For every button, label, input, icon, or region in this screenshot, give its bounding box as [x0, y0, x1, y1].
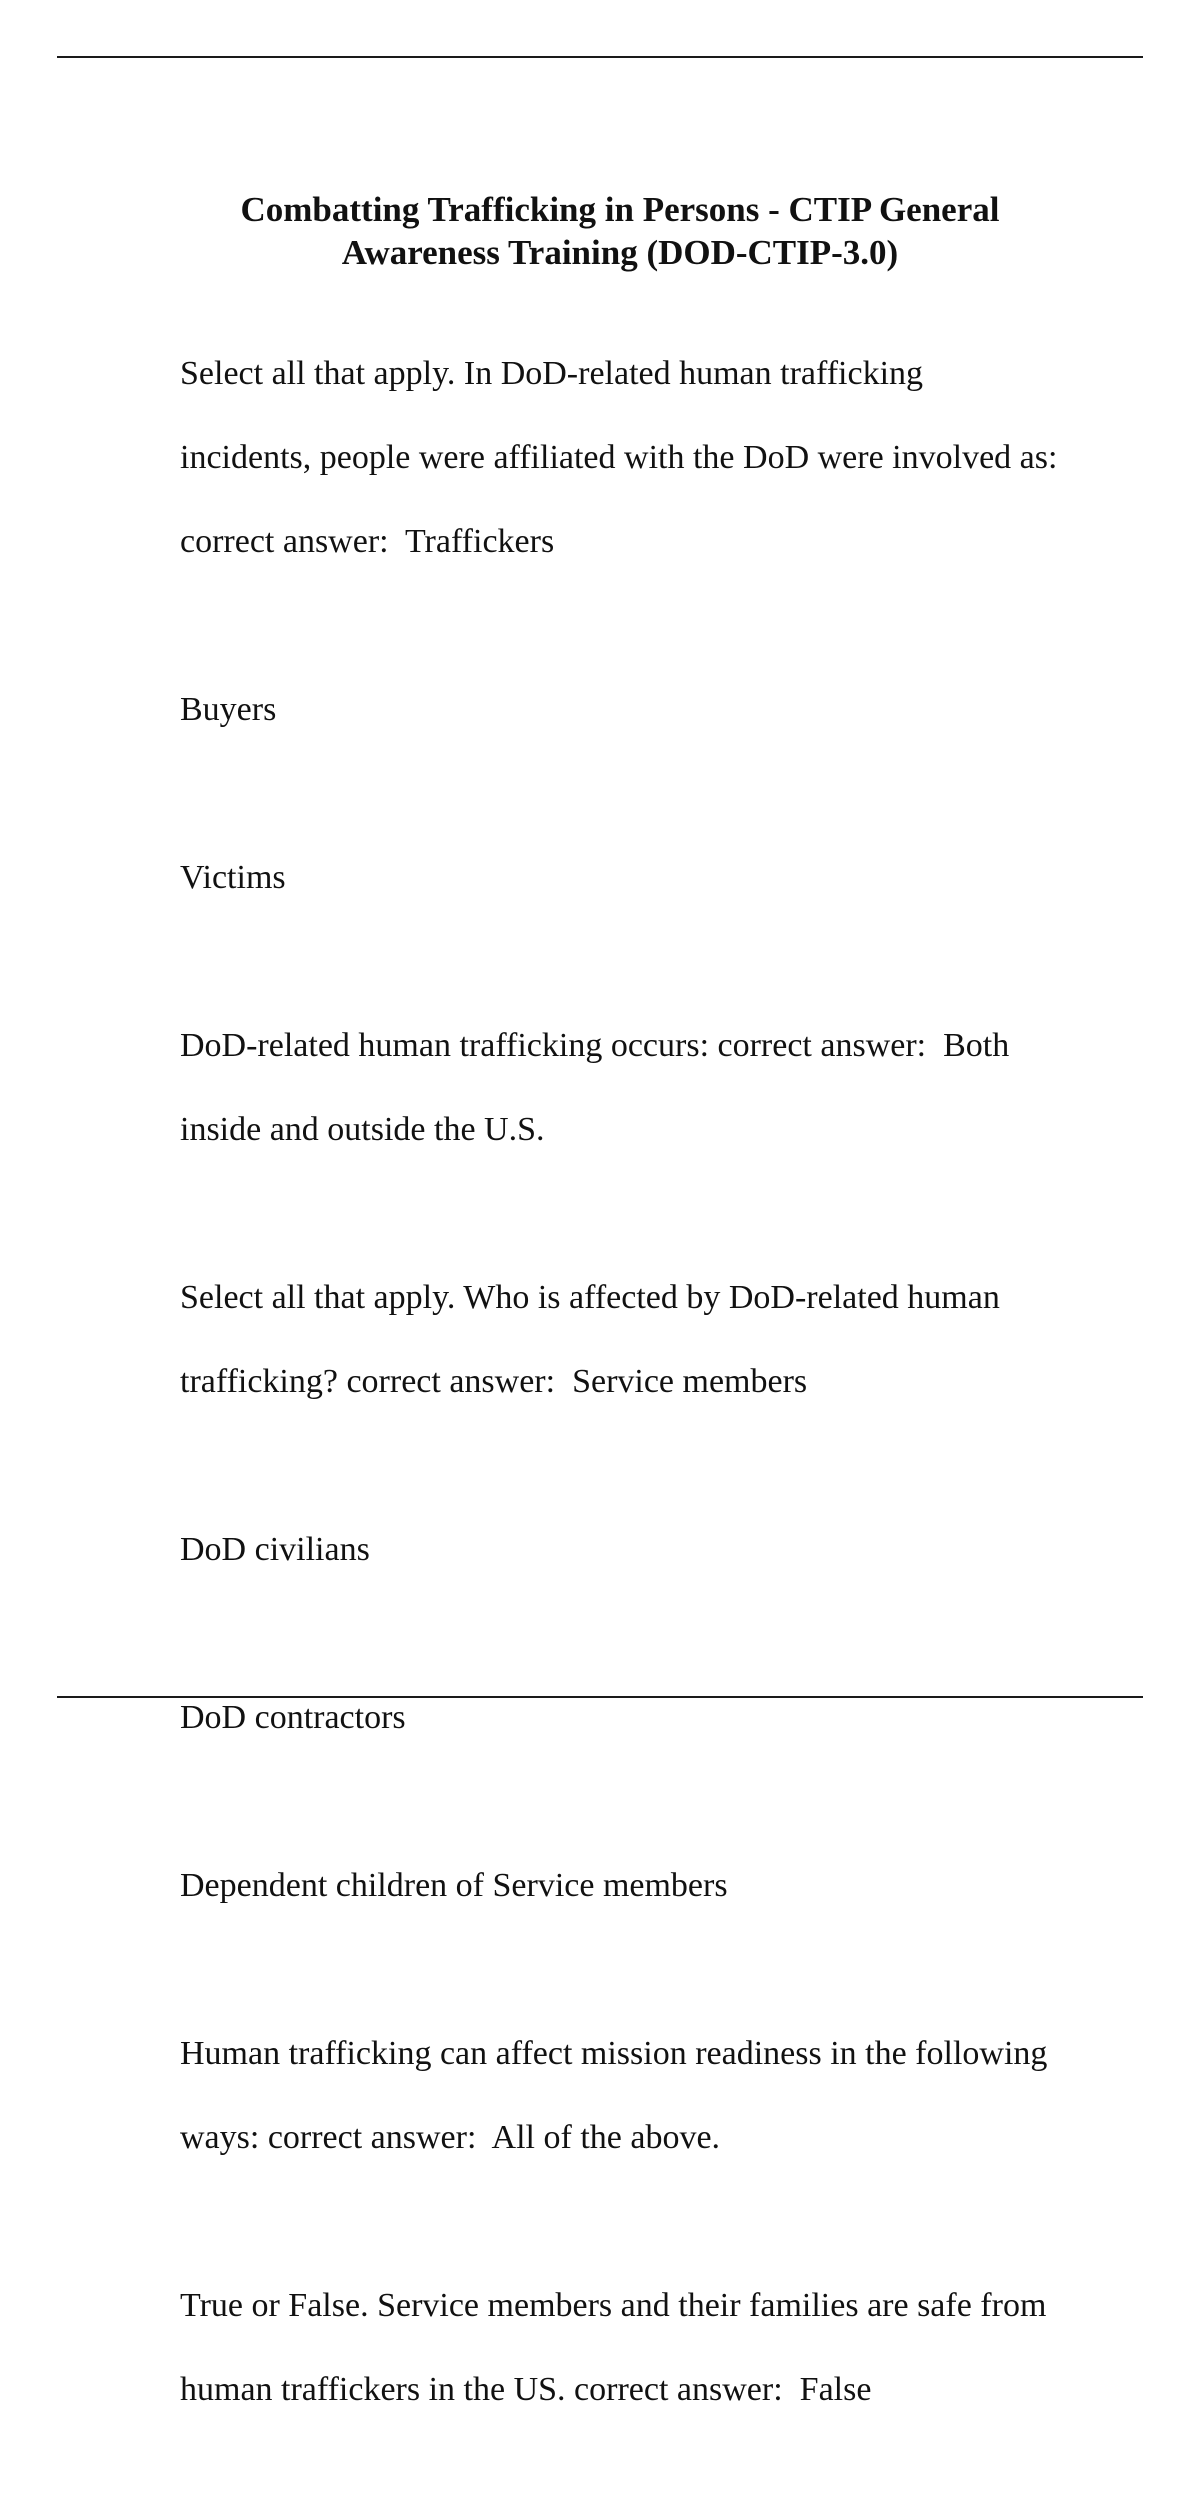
- text-line: DoD-related human trafficking occurs: correct answer: Both: [180, 1027, 1010, 1064]
- text-line: DoD contractors: [180, 1699, 406, 1736]
- qa-question-1: [146, 311, 1136, 605]
- text-line: incidents, people were affiliated with the DoD were involved as:: [180, 439, 1058, 476]
- title-line-2: Awareness Training (DOD-CTIP-3.0): [341, 233, 899, 272]
- answer-item: [146, 1655, 1136, 1781]
- answer-item: [146, 1823, 1136, 1949]
- text-line: Victims: [180, 859, 286, 896]
- header-rule: [57, 56, 1143, 58]
- answer-item: [146, 1487, 1136, 1613]
- text-line: inside and outside the U.S.: [180, 1111, 545, 1148]
- answer-item: [146, 815, 1136, 941]
- text-line: Buyers: [180, 691, 277, 728]
- title-line-1: Combatting Trafficking in Persons - CTIP General: [240, 190, 1000, 229]
- document-body: [146, 311, 1136, 2495]
- answer-item: [146, 647, 1136, 773]
- document-title: [150, 188, 1090, 274]
- text-line: Human trafficking can affect mission readiness in the following: [180, 2035, 1048, 2072]
- qa-question-3: [146, 1235, 1136, 1445]
- qa-question-2: [146, 983, 1136, 1193]
- text-line: correct answer: Traffickers: [180, 523, 555, 560]
- footer-rule: [57, 1696, 1143, 1698]
- text-line: Select all that apply. In DoD-related human trafficking: [180, 355, 924, 392]
- text-line: trafficking? correct answer: Service members: [180, 1363, 808, 1400]
- text-line: human traffickers in the US. correct answer: False: [180, 2371, 872, 2408]
- text-line: Dependent children of Service members: [180, 1867, 728, 1904]
- qa-question-4: [146, 1991, 1136, 2201]
- text-line: Select all that apply. Who is affected by DoD-related human: [180, 1279, 1000, 1316]
- text-line: True or False. Service members and their families are safe from: [180, 2287, 1047, 2324]
- qa-question-5: [146, 2243, 1136, 2453]
- text-line: DoD civilians: [180, 1531, 370, 1568]
- text-line: ways: correct answer: All of the above.: [180, 2119, 721, 2156]
